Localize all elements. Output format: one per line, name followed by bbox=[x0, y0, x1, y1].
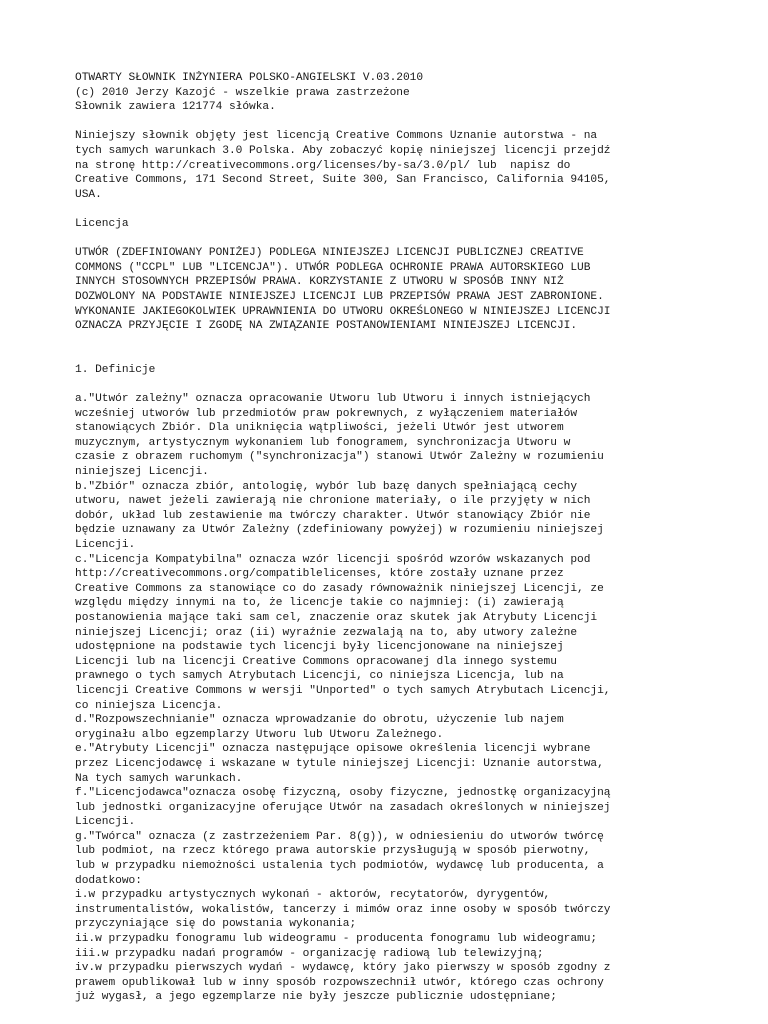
text-line: już wygasł, a jego egzemplarze nie były jeszcze publicznie udostępniane; bbox=[75, 991, 557, 1004]
text-line: postanowienia mające taki sam cel, znaczenie oraz skutek jak Atrybuty Licencji bbox=[75, 611, 598, 624]
text-line: e."Atrybuty Licencji" oznacza następujące opisowe określenia licencji wybrane bbox=[75, 743, 591, 756]
text-line: przyczyniające się do powstania wykonania; bbox=[75, 918, 357, 931]
text-line: iv.w przypadku pierwszych wydań - wydawcę, który jako pierwszy w sposób zgodny z bbox=[75, 962, 611, 975]
text-line: WYKONANIE JAKIEGOKOLWIEK UPRAWNIENIA DO UTWORU OKREŚLONEGO W NINIEJSZEJ LICENCJI bbox=[75, 305, 611, 318]
license-notice-block bbox=[75, 129, 755, 202]
text-line: stanowiących Zbiór. Dla uniknięcia wątpliwości, jeżeli Utwór jest utworem bbox=[75, 422, 564, 435]
text-line: niniejszej Licencji; oraz (ii) wyraźnie zezwalają na to, aby utwory zależne bbox=[75, 626, 578, 639]
text-line: iii.w przypadku nadań programów - organizację radiową lub telewizyjną; bbox=[75, 947, 544, 960]
text-line: OZNACZA PRZYJĘCIE I ZGODĘ NA ZWIĄZANIE POSTANOWIENIAMI NINIEJSZEJ LICENCJI. bbox=[75, 320, 578, 333]
text-line: instrumentalistów, wokalistów, tancerzy i mimów oraz inne osoby w sposób twórczy bbox=[75, 903, 611, 916]
text-line: prawnego o tych samych Atrybutach Licencji, co niniejsza Licencja, lub na bbox=[75, 670, 564, 683]
text-line: muzycznym, artystycznym wykonaniem lub fonogramem, synchronizacja Utworu w bbox=[75, 436, 571, 449]
text-line: oryginału albo egzemplarzy Utworu lub Utworu Zależnego. bbox=[75, 728, 444, 741]
text-line: będzie uznawany za Utwór Zależny (zdefiniowany powyżej) w rozumieniu niniejszej bbox=[75, 524, 604, 537]
text-line: g."Twórca" oznacza (z zastrzeżeniem Par. 8(g)), w odniesieniu do utworów twórcę bbox=[75, 830, 604, 843]
text-line: lub w przypadku niemożności ustalenia tych podmiotów, wydawcę lub producenta, a bbox=[75, 860, 604, 873]
text-line: Niniejszy słownik objęty jest licencją Creative Commons Uznanie autorstwa - na bbox=[75, 130, 598, 143]
definitions-block bbox=[75, 392, 755, 1005]
text-line: lub podmiot, na rzecz którego prawa autorskie przysługują w sposób pierwotny, bbox=[75, 845, 591, 858]
text-line: b."Zbiór" oznacza zbiór, antologię, wybór lub bazę danych spełniającą cechy bbox=[75, 480, 578, 493]
text-line: Creative Commons, 171 Second Street, Suite 300, San Francisco, California 94105, bbox=[75, 174, 611, 187]
text-line: DOZWOLONY NA PODSTAWIE NINIEJSZEJ LICENCJI LUB PRZEPISÓW PRAWA JEST ZABRONIONE. bbox=[75, 290, 604, 303]
text-line: Na tych samych warunkach. bbox=[75, 772, 243, 785]
text-line: Słownik zawiera 121774 słówka. bbox=[75, 101, 276, 114]
text-line: a."Utwór zależny" oznacza opracowanie Utworu lub Utworu i innych istniejących bbox=[75, 393, 591, 406]
text-line: przez Licencjodawcę i wskazane w tytule niniejszej Licencji: Uznanie autorstwa, bbox=[75, 757, 604, 770]
text-line: prawem opublikował lub w inny sposób rozpowszechnił utwór, którego czas ochrony bbox=[75, 976, 604, 989]
text-line: Licencji. bbox=[75, 539, 136, 551]
text-line: udostępnione na podstawie tych licencji były licencjonowane na niniejszej bbox=[75, 641, 564, 654]
text-line: Licencji lub na licencji Creative Commons opracowanej dla innego systemu bbox=[75, 655, 557, 668]
text-line: co niniejsza Licencja. bbox=[75, 699, 223, 712]
text-line: Creative Commons za stanowiące co do zasady równoważnik niniejszej Licencji, ze bbox=[75, 582, 604, 595]
preamble-block bbox=[75, 246, 755, 334]
license-heading: Licencja bbox=[75, 217, 129, 230]
text-line: dobór, układ lub zestawienie ma twórczy charakter. Utwór stanowiący Zbiór nie bbox=[75, 509, 591, 522]
text-line: utworu, nawet jeżeli zawierają nie chronione materiały, o ile przyjęty w nich bbox=[75, 495, 591, 508]
section-heading: 1. Definicje bbox=[75, 363, 156, 376]
text-line: względu między innymi na to, że licencje takie co najmniej: (i) zawierają bbox=[75, 597, 564, 610]
text-line: http://creativecommons.org/compatiblelicenses, które zostały uznane przez bbox=[75, 568, 564, 581]
text-line: USA. bbox=[75, 188, 102, 201]
text-line: na stronę http://creativecommons.org/licenses/by-sa/3.0/pl/ lub napisz do bbox=[75, 159, 571, 172]
header-block bbox=[75, 71, 755, 115]
text-line: OTWARTY SŁOWNIK INŻYNIERA POLSKO-ANGIELSKI V.03.2010 bbox=[75, 72, 424, 84]
text-line: Licencji. bbox=[75, 816, 136, 829]
text-line: niniejszej Licencji. bbox=[75, 466, 209, 479]
text-line: dodatkowo: bbox=[75, 874, 142, 887]
text-line: (c) 2010 Jerzy Kazojć - wszelkie prawa zastrzeżone bbox=[75, 86, 410, 99]
text-line: tych samych warunkach 3.0 Polska. Aby zobaczyć kopię niniejszej licencji przejdź bbox=[75, 144, 611, 157]
text-line: czasie z obrazem ruchomym ("synchronizacja") stanowi Utwór Zależny w rozumieniu bbox=[75, 451, 604, 464]
text-line: c."Licencja Kompatybilna" oznacza wzór licencji spośród wzorów wskazanych pod bbox=[75, 553, 591, 566]
text-line: UTWÓR (ZDEFINIOWANY PONIŻEJ) PODLEGA NINIEJSZEJ LICENCJI PUBLICZNEJ CREATIVE bbox=[75, 247, 584, 260]
text-line: INNYCH STOSOWNYCH PRZEPISÓW PRAWA. KORZYSTANIE Z UTWORU W SPOSÓB INNY NIŻ bbox=[75, 276, 564, 289]
text-line: i.w przypadku artystycznych wykonań - aktorów, recytatorów, dyrygentów, bbox=[75, 889, 551, 902]
text-line: licencji Creative Commons w wersji "Unported" o tych samych Atrybutach Licencji, bbox=[75, 684, 611, 697]
text-line: f."Licencjodawca"oznacza osobę fizyczną, osoby fizyczne, jednostkę organizacyjną bbox=[75, 787, 611, 800]
text-line: d."Rozpowszechnianie" oznacza wprowadzanie do obrotu, użyczenie lub najem bbox=[75, 714, 564, 727]
text-line: COMMONS ("CCPL" LUB "LICENCJA"). UTWÓR PODLEGA OCHRONIE PRAWA AUTORSKIEGO LUB bbox=[75, 261, 591, 274]
text-line: lub jednostki organizacyjne oferujące Utwór na zasadach określonych w niniejszej bbox=[75, 801, 611, 814]
document-page bbox=[75, 71, 755, 1005]
text-line: wcześniej utworów lub przedmiotów praw pokrewnych, z wyłączeniem materiałów bbox=[75, 407, 578, 420]
text-line: ii.w przypadku fonogramu lub wideogramu - producenta fonogramu lub wideogramu; bbox=[75, 933, 598, 946]
